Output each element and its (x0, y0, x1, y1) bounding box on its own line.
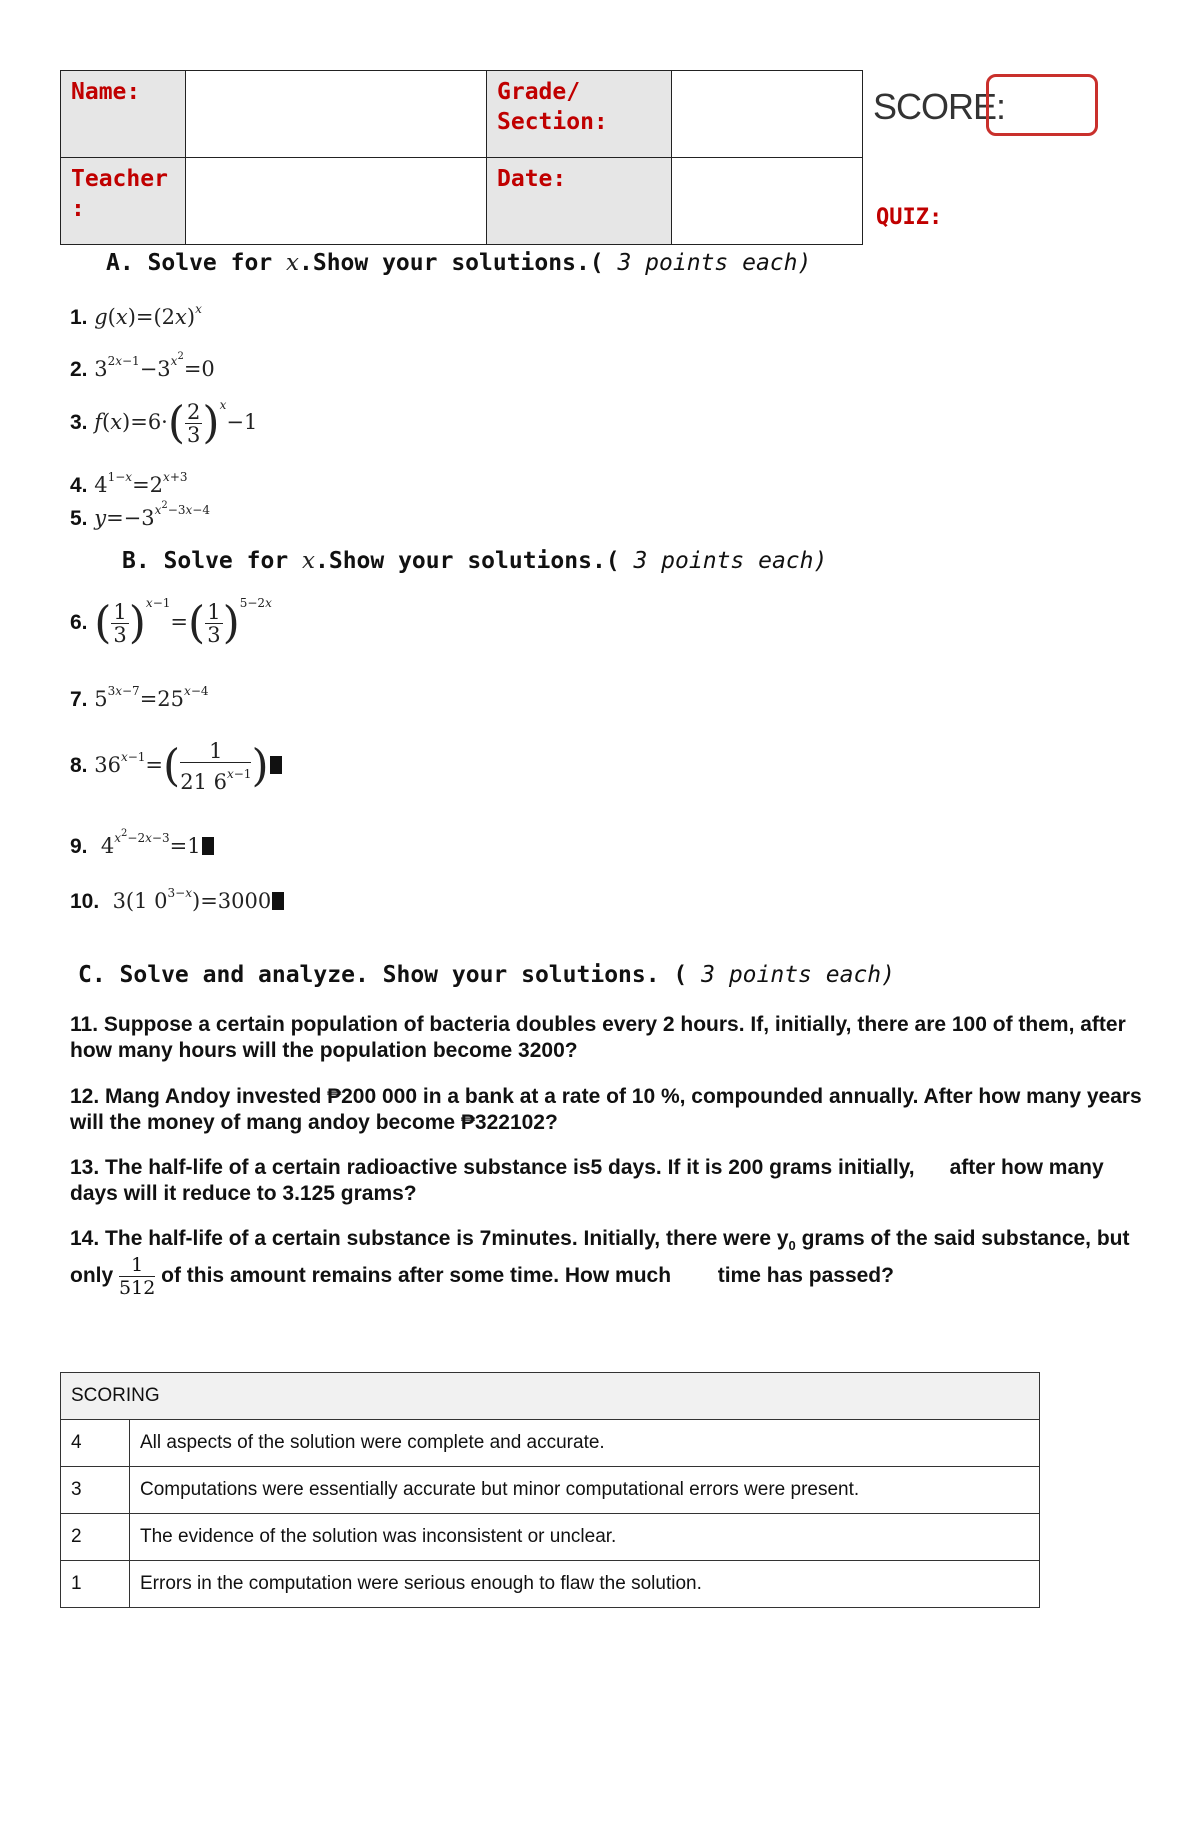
problem-6 (70, 596, 272, 649)
fraction-denominator: 512 (119, 1277, 156, 1299)
problem-text: Mang Andoy invested ₱200 000 in a bank at a rate of 10 %, compounded annually. After how many years will the money of mang andoy become ₱322102? (70, 1085, 1142, 1134)
problem-number: 5. (70, 507, 88, 530)
grade-section-field[interactable] (672, 71, 863, 158)
problem-12 (70, 1084, 1150, 1136)
grade-label-text: Grade/ Section: (497, 79, 608, 135)
teacher-label-text: Teacher : (71, 166, 168, 222)
equation: $y=-3^{x^2-3x-4}$ (94, 500, 210, 530)
quiz-label: QUIZ: (876, 205, 943, 230)
problem-text-cont: grams of the said substance, but (795, 1227, 1130, 1250)
section-c-title: C. Solve and analyze. Show your solutions. ( (78, 962, 688, 988)
problem-13 (70, 1155, 1140, 1207)
section-b-title: B. Solve for (122, 548, 303, 574)
problem-number: 13. (70, 1156, 100, 1179)
score-label: SCORE: (873, 86, 1006, 127)
problem-text: Suppose a certain population of bacteria doubles every 2 hours. If, initially, there are 100 of them, after how many hours will the population become 3200? (70, 1013, 1126, 1062)
section-a-title: A. Solve for (106, 250, 287, 276)
score-box[interactable] (986, 74, 1098, 136)
rubric-points: 2 (61, 1514, 130, 1561)
missing-glyph-icon (202, 837, 214, 855)
rubric-text: The evidence of the solution was inconsistent or unclear. (130, 1514, 1040, 1561)
section-b-points: 3 points each) (619, 548, 828, 574)
section-c-points: 3 points each) (687, 962, 895, 988)
problem-number: 6. (70, 611, 88, 634)
problem-3 (70, 397, 258, 449)
equation: $3^{2x-1}-3^{x^2}=0$ (94, 351, 215, 381)
problem-text-end: of this amount remains after some time. How much time has passed? (161, 1264, 894, 1288)
problem-7 (70, 684, 209, 712)
problem-4 (70, 470, 188, 498)
section-a-points: 3 points each) (603, 250, 812, 276)
teacher-field[interactable] (186, 158, 487, 245)
equation: f(x)=6·( $\frac{2}{3}$ )$^x$−1 (94, 397, 258, 449)
section-a-heading (106, 250, 811, 276)
name-label-text: Name: (71, 79, 141, 105)
problem-text: The half-life of a certain radioactive substance is5 days. If it is 200 grams initially, after how many days will it reduce to 3.125 grams? (70, 1156, 1110, 1205)
equation: ( $\frac{1}{3}$ )$^{x-1}$=( $\frac{1}{3}$ )$^{5-2x}$ (94, 596, 272, 649)
equation: $5^{3x-7}=25^{x-4}$ (94, 684, 209, 711)
subscript: 0 (788, 1238, 796, 1254)
problem-number: 7. (70, 688, 88, 711)
rubric-points: 3 (61, 1467, 130, 1514)
section-c-heading (78, 962, 895, 988)
student-info-table (60, 70, 863, 245)
rubric-points: 1 (61, 1561, 130, 1608)
problem-14-line2 (70, 1254, 894, 1299)
equation: $4^{1-x}=2^{x+3}$ (94, 470, 188, 497)
problem-number: 8. (70, 754, 88, 777)
problem-8 (70, 740, 282, 793)
section-b-heading (122, 548, 827, 574)
scoring-title: SCORING (61, 1373, 1040, 1420)
problem-number: 14. (70, 1227, 100, 1250)
equation: $4^{x^2-2x-3}=1$ (94, 834, 213, 858)
table-row (61, 1420, 1040, 1467)
grade-section-label (487, 71, 672, 158)
teacher-label (61, 158, 186, 245)
problem-number: 4. (70, 474, 88, 497)
missing-glyph-icon (272, 892, 284, 910)
problem-number: 2. (70, 358, 88, 381)
fraction-numerator: 1 (119, 1254, 155, 1277)
problem-1 (70, 302, 202, 330)
section-a-title-rest: .Show your solutions.( (299, 250, 604, 276)
problem-number: 9. (70, 835, 88, 858)
problem-number: 1. (70, 306, 88, 329)
problem-2 (70, 351, 215, 382)
problem-number: 10. (70, 890, 100, 913)
rubric-text: All aspects of the solution were complete and accurate. (130, 1420, 1040, 1467)
section-b-var: x (302, 548, 315, 574)
date-label (487, 158, 672, 245)
rubric-text: Computations were essentially accurate but minor computational errors were present. (130, 1467, 1040, 1514)
equation: 3(1 $0^{3-x})=3000$ (106, 889, 284, 913)
name-label (61, 71, 186, 158)
equation: $g(x)=(2x)^x$ (94, 302, 202, 329)
only-text: only (70, 1264, 114, 1288)
name-field[interactable] (186, 71, 487, 158)
problem-5 (70, 500, 210, 531)
date-label-text: Date: (497, 166, 567, 192)
date-field[interactable] (672, 158, 863, 245)
missing-glyph-icon (270, 756, 282, 774)
rubric-points: 4 (61, 1420, 130, 1467)
problem-9 (70, 828, 214, 859)
table-row (61, 1514, 1040, 1561)
problem-number: 12. (70, 1085, 100, 1108)
table-row (61, 1561, 1040, 1608)
section-a-var: x (286, 250, 299, 276)
equation: $36^{x-1}=$( $\frac{1}{21 6^{x-1}}$ ) (94, 753, 281, 777)
problem-number: 3. (70, 411, 88, 434)
table-row (61, 1467, 1040, 1514)
problem-number: 11. (70, 1013, 99, 1036)
rubric-text: Errors in the computation were serious enough to flaw the solution. (130, 1561, 1040, 1608)
problem-text: The half-life of a certain substance is 7minutes. Initially, there were y (105, 1227, 789, 1250)
section-b-title-rest: .Show your solutions.( (315, 548, 620, 574)
scoring-table (60, 1372, 1040, 1608)
problem-11 (70, 1012, 1140, 1064)
problem-10 (70, 886, 284, 914)
